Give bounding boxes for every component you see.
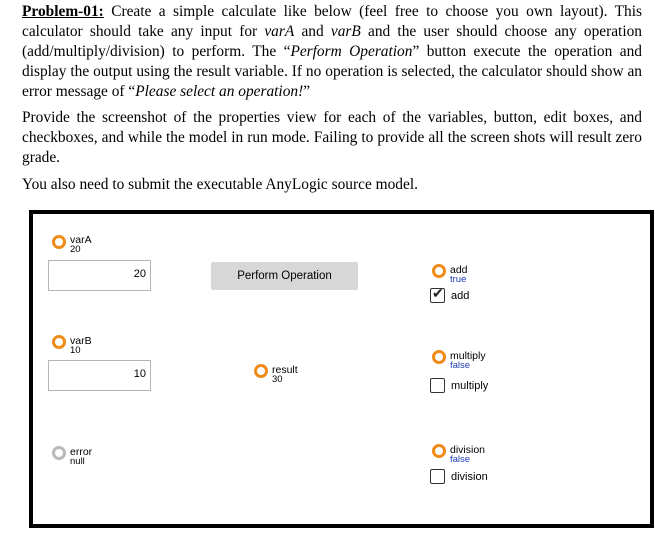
problem-var-a: varA: [264, 23, 295, 40]
error-value: null: [70, 456, 85, 467]
error-name: error: [70, 446, 93, 458]
add-value: true: [450, 274, 467, 285]
problem-heading: Problem-01:: [22, 3, 104, 20]
division-checkbox[interactable]: [430, 469, 445, 484]
problem-text-3: ” button execute the operation and display the output using the result variable. If no operation is selected, the calculator should show an error message of “: [22, 43, 642, 100]
variable-icon[interactable]: [52, 235, 66, 249]
problem-var-b: varB: [330, 23, 361, 40]
screenshot-instructions: Provide the screenshot of the properties view for each of the variables, button, edit boxes, and checkboxes, and while the model in run mode. Failing to provide all the screen shots will result zero grade.: [22, 109, 642, 166]
add-name: add: [450, 264, 468, 276]
division-checkbox-label: division: [451, 471, 488, 483]
model-screenshot: [29, 210, 654, 528]
add-checkbox[interactable]: [430, 285, 445, 303]
variable-icon[interactable]: [254, 364, 268, 378]
variable-icon[interactable]: [432, 350, 446, 364]
var-b-edit-value: 10: [133, 368, 146, 380]
problem-text-2: and the user should choose any operation (add/multiply/division) to perform. The “: [22, 23, 642, 60]
multiply-checkbox-label: multiply: [451, 380, 489, 392]
perform-operation-button[interactable]: Perform Operation: [211, 262, 358, 290]
variable-icon[interactable]: [52, 335, 66, 349]
var-a-name: varA: [70, 234, 92, 246]
variable-icon[interactable]: [432, 444, 446, 458]
submission-instructions: You also need to submit the executable AnyLogic source model.: [22, 176, 418, 193]
add-checkbox-label: add: [451, 290, 470, 302]
variable-icon[interactable]: [52, 446, 66, 460]
var-a-edit-value: 20: [133, 268, 146, 280]
multiply-value: false: [450, 360, 471, 371]
var-a-value: 20: [70, 244, 81, 255]
problem-text-and: and: [294, 23, 331, 40]
var-b-value: 10: [70, 345, 81, 356]
problem-error-msg: Please select an operation!: [135, 83, 304, 100]
problem-perform: Perform Operation: [290, 43, 413, 60]
multiply-checkbox[interactable]: [430, 378, 445, 393]
var-b-edit-box[interactable]: [48, 360, 151, 391]
problem-text-1: Create a simple calculate like below (feel free to choose you own layout). This calculator should take any input for: [22, 3, 642, 40]
division-name: division: [450, 444, 486, 456]
check-icon: ✔: [432, 285, 444, 301]
result-name: result: [272, 364, 298, 376]
result-value: 30: [272, 374, 283, 385]
var-a-edit-box[interactable]: [48, 260, 151, 291]
var-b-name: varB: [70, 335, 92, 347]
multiply-name: multiply: [450, 350, 486, 362]
problem-paragraph: [22, 2, 642, 102]
problem-text-4: ”: [303, 83, 311, 100]
variable-icon[interactable]: [432, 264, 446, 278]
division-value: false: [450, 454, 471, 465]
